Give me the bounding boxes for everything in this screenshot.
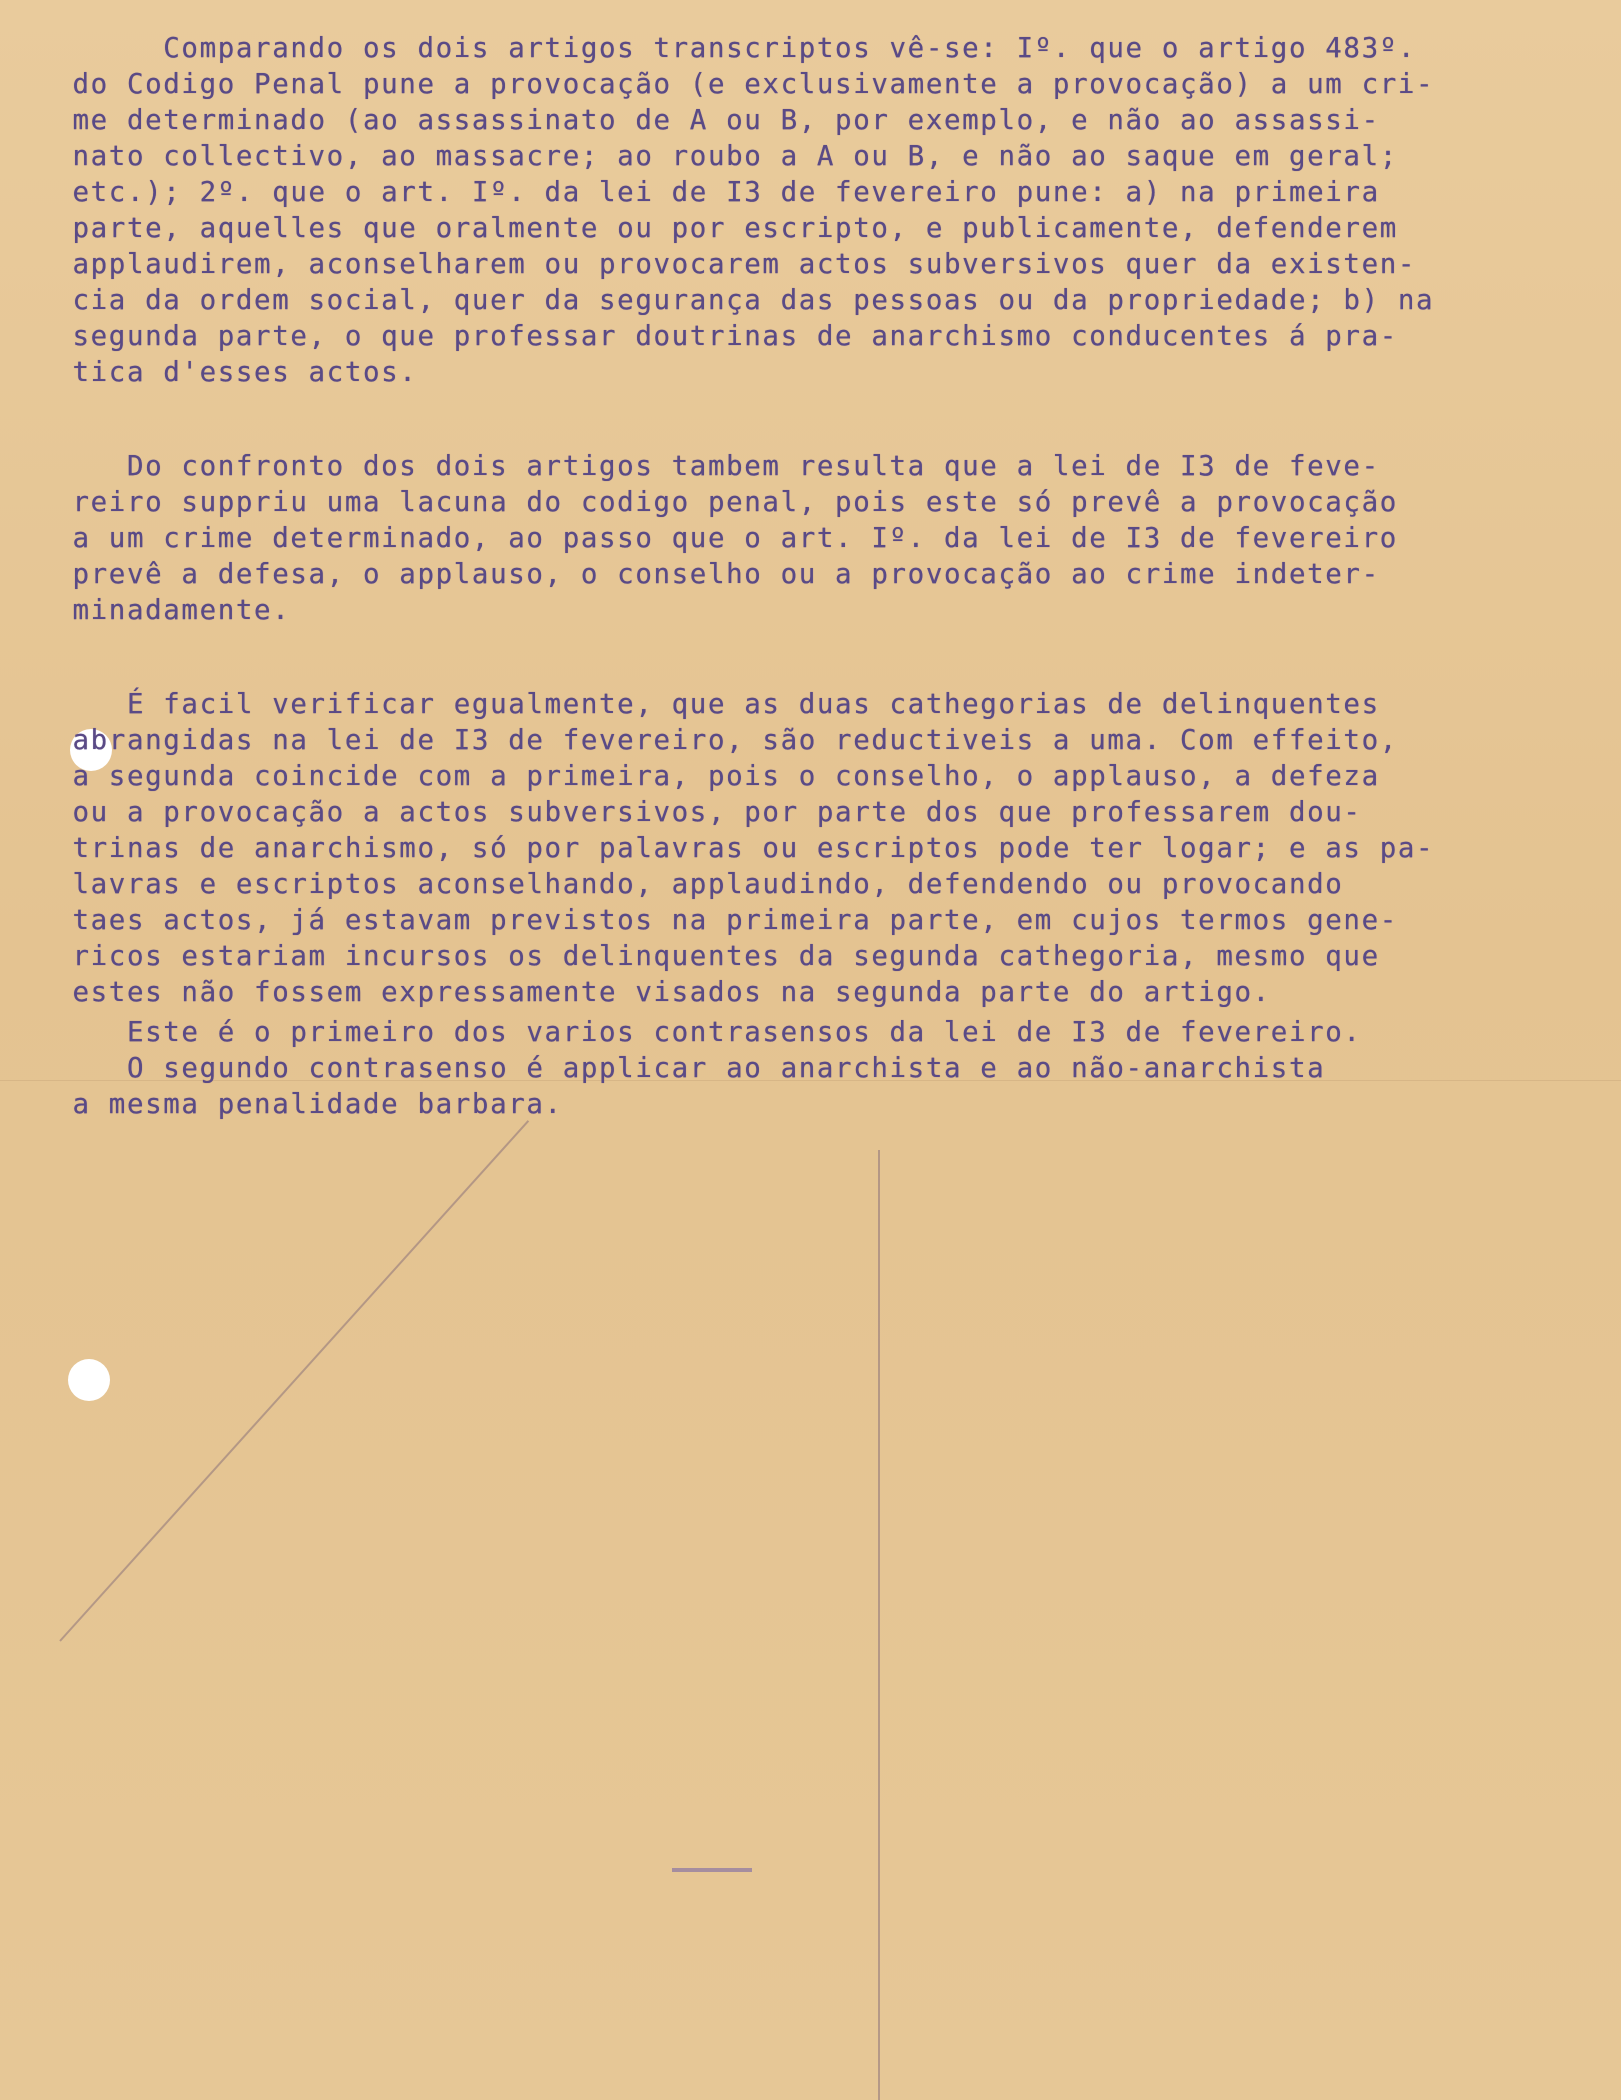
text-line: abrangidas na lei de I3 de fevereiro, são reductiveis a uma. Com effeito,	[18, 724, 1398, 756]
text-line: a mesma penalidade barbara.	[18, 1088, 563, 1120]
text-line: cia da ordem social, quer da segurança das pessoas ou da propriedade; b) na	[18, 284, 1435, 316]
text-line: Este é o primeiro dos varios contrasensos da lei de I3 de fevereiro.	[18, 1016, 1362, 1048]
paragraph-comparison	[18, 30, 1498, 390]
paper-fold-vertical	[878, 1150, 880, 2100]
text-line: parte, aquelles que oralmente ou por escripto, e publicamente, defenderem	[18, 212, 1398, 244]
typed-text-body	[18, 30, 1498, 1122]
text-line: do Codigo Penal pune a provocação (e exclusivamente a provocação) a um cri-	[18, 68, 1435, 100]
text-line: minadamente.	[18, 594, 291, 626]
text-line: etc.); 2º. que o art. Iº. da lei de I3 de fevereiro pune: a) na primeira	[18, 176, 1380, 208]
punch-hole-bottom	[68, 1359, 110, 1401]
text-line: tica d'esses actos.	[18, 356, 418, 388]
text-line: segunda parte, o que professar doutrinas de anarchismo conducentes á pra-	[18, 320, 1398, 352]
text-line: O segundo contrasenso é applicar ao anarchista e ao não-anarchista	[18, 1052, 1326, 1084]
text-line: taes actos, já estavam previstos na primeira parte, em cujos termos gene-	[18, 904, 1398, 936]
paragraph-contrasensos	[18, 1014, 1498, 1122]
text-line: me determinado (ao assassinato de A ou B, por exemplo, e não ao assassi-	[18, 104, 1380, 136]
text-line: ricos estariam incursos os delinquentes da segunda cathegoria, mesmo que	[18, 940, 1380, 972]
text-line: applaudirem, aconselharem ou provocarem actos subversivos quer da existen-	[18, 248, 1417, 280]
text-line: Do confronto dos dois artigos tambem resulta que a lei de I3 de feve-	[18, 450, 1380, 482]
text-line: ou a provocação a actos subversivos, por parte dos que professarem dou-	[18, 796, 1362, 828]
text-line: estes não fossem expressamente visados na segunda parte do artigo.	[18, 976, 1271, 1008]
paragraph-confronto	[18, 448, 1498, 628]
text-line: prevê a defesa, o applauso, o conselho ou a provocação ao crime indeter-	[18, 558, 1380, 590]
text-line: reiro suppriu uma lacuna do codigo penal, pois este só prevê a provocação	[18, 486, 1398, 518]
text-line: lavras e escriptos aconselhando, applaudindo, defendendo ou provocando	[18, 868, 1344, 900]
text-line: Comparando os dois artigos transcriptos vê-se: Iº. que o artigo 483º.	[18, 32, 1417, 64]
text-line: a segunda coincide com a primeira, pois o conselho, o applauso, a defeza	[18, 760, 1380, 792]
text-line: trinas de anarchismo, só por palavras ou escriptos pode ter logar; e as pa-	[18, 832, 1435, 864]
paper-crease-diagonal	[59, 1120, 529, 1642]
text-line: nato collectivo, ao massacre; ao roubo a A ou B, e não ao saque em geral;	[18, 140, 1398, 172]
text-line: a um crime determinado, ao passo que o art. Iº. da lei de I3 de fevereiro	[18, 522, 1398, 554]
paragraph-cathegorias	[18, 686, 1498, 1010]
page-end-mark	[672, 1868, 752, 1872]
text-line: É facil verificar egualmente, que as duas cathegorias de delinquentes	[18, 688, 1380, 720]
